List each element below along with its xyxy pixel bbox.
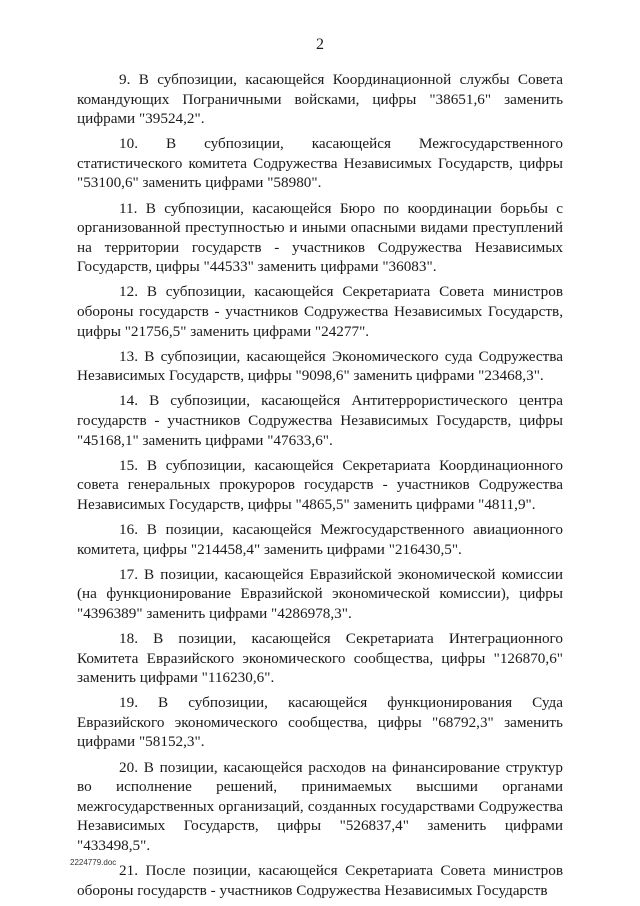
paragraph-item-11: 11. В субпозиции, касающейся Бюро по координации борьбы с организованной преступностью и иными опасными видами преступлений на территории государств - участников Содружества Независимых Государств, цифры "44533" заменить цифрами "36083". — [77, 199, 563, 276]
paragraph-item-17: 17. В позиции, касающейся Евразийской экономической комиссии (на функционирование Евразийской экономической комиссии), цифры "4396389" заменить цифрами "4286978,3". — [77, 565, 563, 622]
paragraph-item-18: 18. В позиции, касающейся Секретариата Интеграционного Комитета Евразийского экономического сообщества, цифры "126870,6" заменить цифрами "116230,6". — [77, 629, 563, 687]
paragraph-item-15: 15. В субпозиции, касающейся Секретариата Координационного совета генеральных прокуроров государств - участников Содружества Независимых Государств, цифры "4865,5" заменить цифрами "4811,9". — [77, 456, 563, 513]
paragraph-item-16: 16. В позиции, касающейся Межгосударственного авиационного комитета, цифры "214458,4" заменить цифрами "216430,5". — [77, 520, 563, 558]
paragraph-item-9: 9. В субпозиции, касающейся Координационной службы Совета командующих Пограничными войсками, цифры "38651,6" заменить цифрами "39524,2". — [77, 71, 563, 128]
page-number: 2 — [316, 36, 324, 53]
document-body — [77, 70, 563, 906]
paragraph-item-20: 20. В позиции, касающейся расходов на финансирование структур во исполнение решений, принимаемых высшими органами межгосударственных организаций, созданных государствами Содружества Независимых Государств, цифры "526837,4" заменить цифрами "433498,5". — [77, 758, 563, 854]
paragraph-item-13: 13. В субпозиции, касающейся Экономического суда Содружества Независимых Государств, цифры "9098,6" заменить цифрами "23468,3". — [77, 347, 563, 385]
document-file-reference: 2224779.doc — [70, 858, 117, 867]
paragraph-item-19: 19. В субпозиции, касающейся функционирования Суда Евразийского экономического сообщества, цифры "68792,3" заменить цифрами "58152,3". — [77, 694, 563, 751]
paragraph-item-14: 14. В субпозиции, касающейся Антитеррористического центра государств - участников Содружества Независимых Государств, цифры "45168,1" заменить цифрами "47633,6". — [77, 392, 563, 449]
paragraph-item-10: 10. В субпозиции, касающейся Межгосударственного статистического комитета Содружества Независимых Государств, цифры "53100,6" заменить цифрами "58980". — [77, 135, 563, 192]
paragraph-item-21: 21. После позиции, касающейся Секретариата Совета министров обороны государств - участников Содружества Независимых Государств — [77, 861, 563, 899]
paragraph-item-12: 12. В субпозиции, касающейся Секретариата Совета министров обороны государств - участников Содружества Независимых Государств, цифры "21756,5" заменить цифрами "24277". — [77, 283, 563, 340]
